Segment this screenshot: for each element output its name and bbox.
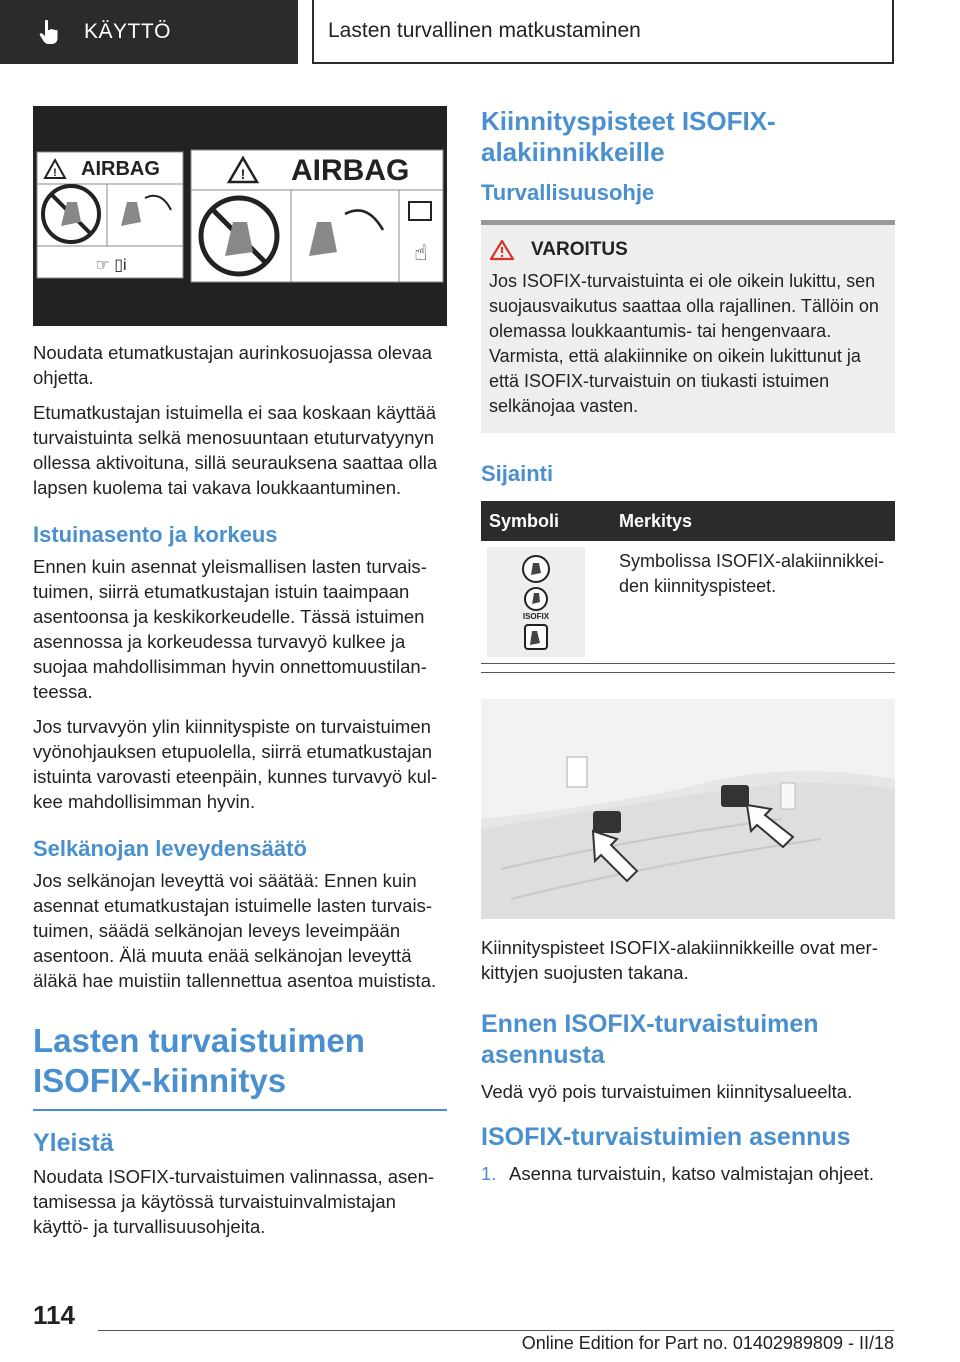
table-header-meaning: Merkitys: [611, 501, 895, 541]
isofix-symbol-cell: [487, 547, 585, 657]
paragraph: Ennen kuin asennat yleismallisen lasten turvaistuimen, siirrä etumatkustajan istuin taaimpaan asentoonsa ja keskikorkeudelle. Tässä istuimen asennossa ja korkeudessa turvavyö kulkee ja suojaa mahdollisimman hyvin onnettomuustilanteessa.: [33, 556, 427, 702]
paragraph: Jos turvavyön ylin kiinnityspiste on turvaistuimen vyönohjauksen etupuolella, siirrä etumatkustajan istuinta varovasti eteenpäin, kunnes turvavyö kulkee mahdollisimman hyvin.: [33, 716, 438, 812]
airbag-label-figure: [33, 106, 447, 326]
heading-safety-note: Turvallisuusohje: [481, 180, 655, 205]
section-label: KÄYTTÖ: [84, 20, 172, 43]
heading-isofix-main: Lasten turvaistuimen ISOFIX-kiinnitys: [33, 1021, 447, 1111]
heading-isofix-points: Kiinnityspisteet ISOFIX-alakiinnikkeille: [481, 106, 776, 167]
footer-edition: Online Edition for Part no. 01402989809 - II/18: [521, 1333, 894, 1353]
section-tab: [0, 0, 298, 64]
isofix-label: ISOFIX: [522, 612, 550, 621]
svg-text:☞ ▯i: ☞ ▯i: [95, 257, 127, 274]
isofix-seat-illustration: [481, 699, 895, 919]
list-text: Asenna turvaistuin, katso valmistajan ohjeet.: [509, 1163, 875, 1184]
page-number: 114: [33, 1300, 75, 1330]
warning-box: [481, 220, 895, 433]
paragraph: Noudata ISOFIX-turvaistuimen valinnassa, asentamisessa ja käytössä turvaistuinvalmistajan käyttö- ja turvallisuusohjeita.: [33, 1166, 435, 1237]
warning-triangle-icon: [489, 239, 515, 261]
svg-text:☝: ☝: [414, 240, 428, 265]
paragraph: Jos selkänojan leveyttä voi säätää: Ennen kuin asennat etumatkustajan istuimelle lasten turvaistuimen, säädä selkänojan leveys leveimpään asentoon. Älä muuta enää selkänojan leveyttä äläkä hae muistiin tallennettua asentoa muistista.: [33, 870, 437, 991]
paragraph: Vedä vyö pois turvaistuimen kiinnitysalueelta.: [481, 1081, 853, 1102]
list-item: [481, 1161, 895, 1186]
heading-seat-position: Istuinasento ja korkeus: [33, 522, 278, 547]
svg-text:!: !: [240, 166, 246, 182]
svg-text:!: !: [53, 167, 57, 179]
heading-backrest-width: Selkänojan leveydensäätö: [33, 836, 307, 861]
right-column: [481, 106, 895, 1186]
hand-pointer-icon: [38, 19, 62, 45]
airbag-label-illustration: [33, 106, 447, 326]
paragraph: Noudata etumatkustajan aurinkosuojassa olevaa ohjetta.: [33, 342, 433, 388]
isofix-symbols-illustration: [487, 547, 585, 657]
symbol-table: [481, 501, 895, 664]
airbag-text-large: AIRBAG: [291, 154, 410, 187]
list-number: 1.: [481, 1163, 497, 1184]
divider: [481, 672, 895, 673]
left-column: [33, 106, 447, 1249]
table-cell-meaning: Symbolissa ISOFIX-alakiinnikkeiden kiinnityspisteet.: [619, 551, 885, 596]
table-header-row: [481, 501, 895, 541]
warning-text: Jos ISOFIX-turvaistuinta ei ole oikein lukittu, sen suojausvaikutus saattaa olla rajallinen. Tällöin on olemassa loukkaantumis- tai hengenvaara. Varmista, että alakiinnike on oikein lukittunut ja että ISOFIX-turvaistuin on tiukasti istuimen selkänojaa vasten.: [489, 271, 879, 416]
chapter-title: Lasten turvallinen matkustaminen: [312, 0, 894, 64]
heading-install: ISOFIX-turvaistuimien asennus: [481, 1123, 851, 1151]
warning-title: VAROITUS: [531, 239, 628, 260]
table-header-symbol: Symboli: [481, 501, 611, 541]
paragraph: Etumatkustajan istuimella ei saa koskaan käyttää turvaistuinta selkä menosuuntaan etuturvatyynyn ollessa aktivoituna, sillä seurauksena saattaa olla lapsen kuolema tai vakava loukkaantuminen.: [33, 402, 438, 498]
footer-divider: [98, 1330, 894, 1331]
figure-caption: Kiinnityspisteet ISOFIX-alakiinnikkeille ovat merkittyjen suojusten takana.: [481, 937, 878, 983]
isofix-seat-figure: [481, 699, 895, 919]
table-row: [481, 541, 895, 664]
heading-general: Yleistä: [33, 1129, 114, 1157]
airbag-text-small: AIRBAG: [81, 158, 160, 180]
heading-before-install: Ennen ISOFIX-turvaistuimen asennusta: [481, 1010, 819, 1069]
heading-location: Sijainti: [481, 461, 554, 486]
